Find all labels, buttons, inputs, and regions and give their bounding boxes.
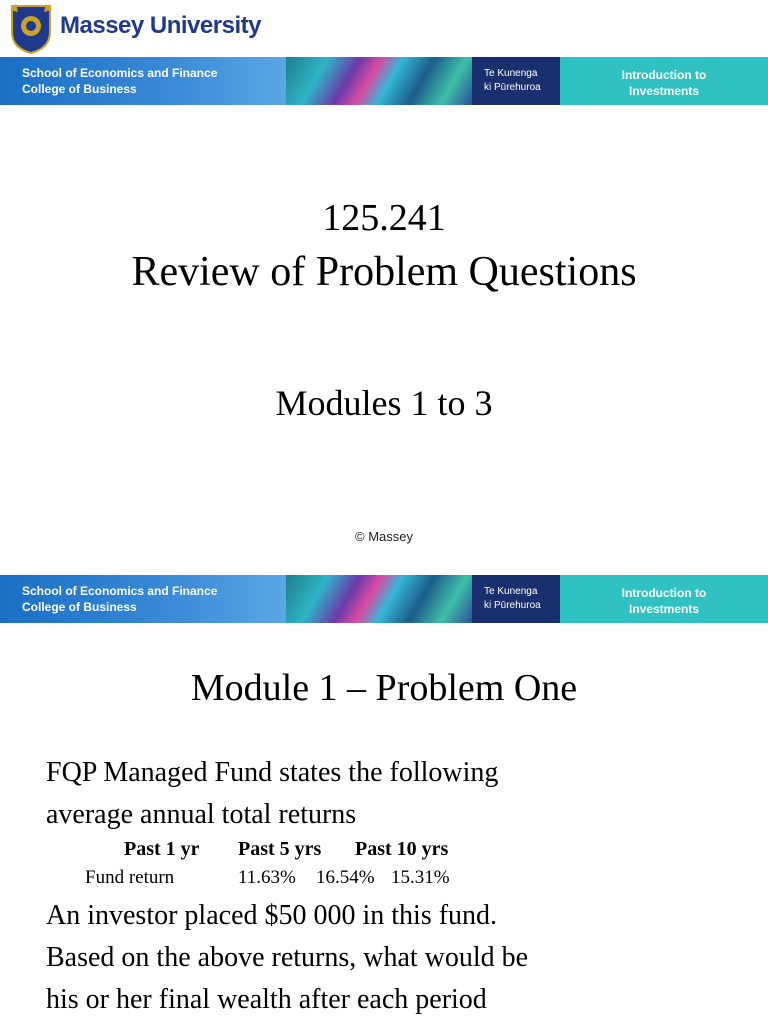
intro-line-1: FQP Managed Fund states the following bbox=[46, 757, 499, 788]
question-line-3: his or her final wealth after each period bbox=[46, 984, 487, 1015]
course-name-line1: Introduction to bbox=[621, 586, 707, 600]
university-header bbox=[0, 0, 768, 56]
course-code: 125.241 bbox=[322, 197, 446, 239]
maori-name-line2: ki Pūrehuroa bbox=[484, 82, 541, 93]
course-banner-2 bbox=[0, 575, 768, 623]
course-name-line2: Investments bbox=[628, 84, 700, 98]
maori-name-line2: ki Pūrehuroa bbox=[484, 600, 541, 611]
school-block bbox=[0, 57, 286, 105]
university-name: Massey University bbox=[60, 12, 261, 39]
maori-name-block bbox=[472, 57, 560, 105]
table-cell-5yrs: 16.54% bbox=[316, 867, 375, 888]
table-cell-1yr: 11.63% bbox=[238, 867, 296, 888]
table-header-5yrs: Past 5 yrs bbox=[238, 838, 322, 860]
course-name-block bbox=[560, 575, 768, 623]
table-row-label: Fund return bbox=[85, 867, 175, 888]
question-line-2: Based on the above returns, what would be bbox=[46, 942, 529, 973]
table-header-1yr: Past 1 yr bbox=[124, 838, 200, 860]
maori-name-line1: Te Kunenga bbox=[484, 586, 538, 597]
intro-line-2: average annual total returns bbox=[46, 799, 357, 830]
course-name-line1: Introduction to bbox=[621, 68, 707, 82]
copyright-notice: © Massey bbox=[355, 529, 413, 544]
college-name: College of Business bbox=[22, 600, 137, 614]
slide-subtitle: Modules 1 to 3 bbox=[275, 383, 493, 423]
question-line-1: An investor placed $50 000 in this fund. bbox=[46, 900, 498, 931]
slide-title: Review of Problem Questions bbox=[131, 249, 637, 295]
maori-name-line1: Te Kunenga bbox=[484, 68, 538, 79]
college-name: College of Business bbox=[22, 82, 137, 96]
course-name-block bbox=[560, 57, 768, 105]
table-cell-10yrs: 15.31% bbox=[391, 867, 450, 888]
maori-name-block bbox=[472, 575, 560, 623]
course-name-line2: Investments bbox=[628, 602, 700, 616]
university-crest-icon bbox=[8, 2, 54, 54]
course-banner bbox=[0, 57, 768, 105]
banner-artwork bbox=[286, 575, 472, 623]
module-title: Module 1 – Problem One bbox=[190, 667, 578, 709]
table-header-10yrs: Past 10 yrs bbox=[355, 838, 449, 860]
school-name: School of Economics and Finance bbox=[22, 66, 218, 80]
school-block bbox=[0, 575, 286, 623]
school-name: School of Economics and Finance bbox=[22, 584, 218, 598]
banner-artwork bbox=[286, 57, 472, 105]
